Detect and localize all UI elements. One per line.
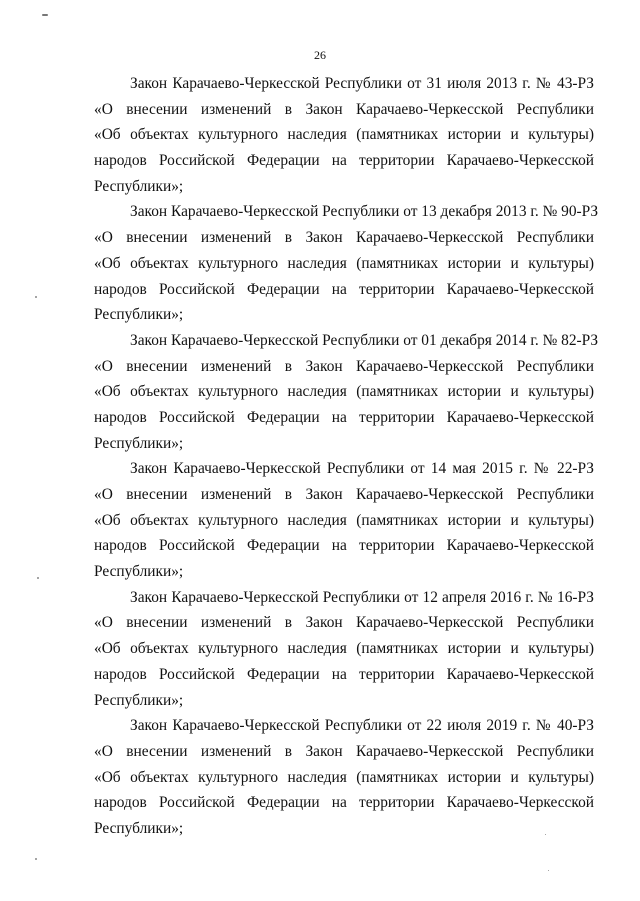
- entry-line: «Об объектах культурного наследия (памятниках истории и культуры): [94, 254, 594, 272]
- law-entry: [94, 713, 594, 841]
- entry-line: Республики»;: [94, 691, 184, 709]
- entry-line: «Об объектах культурного наследия (памятниках истории и культуры): [94, 126, 594, 144]
- entry-line: «О внесении изменений в Закон Карачаево-Черкесской Республики: [94, 742, 594, 760]
- entry-line: Закон Карачаево-Черкесской Республики от 22 июля 2019 г. № 40-РЗ: [130, 717, 594, 735]
- entry-line: народов Российской Федерации на территории Карачаево-Черкесской: [94, 665, 594, 683]
- entry-line: «О внесении изменений в Закон Карачаево-Черкесской Республики: [94, 357, 594, 375]
- scan-mark: [37, 577, 39, 579]
- law-list: [94, 71, 599, 842]
- page-number: 26: [314, 48, 326, 62]
- entry-line: народов Российской Федерации на территории Карачаево-Черкесской: [94, 537, 594, 555]
- law-entry: [94, 199, 599, 327]
- entry-line: народов Российской Федерации на территории Карачаево-Черкесской: [94, 280, 594, 298]
- entry-line: «Об объектах культурного наследия (памятниках истории и культуры): [94, 383, 594, 401]
- law-entry: [94, 328, 599, 456]
- entry-line: Республики»;: [94, 434, 184, 452]
- entry-line: «О внесении изменений в Закон Карачаево-Черкесской Республики: [94, 100, 594, 118]
- scan-mark: [35, 858, 37, 860]
- entry-line: народов Российской Федерации на территории Карачаево-Черкесской: [94, 152, 594, 170]
- law-entry: [94, 585, 594, 713]
- entry-line: Закон Карачаево-Черкесской Республики от 14 мая 2015 г. № 22-РЗ: [130, 460, 594, 478]
- entry-line: Закон Карачаево-Черкесской Республики от 12 апреля 2016 г. № 16-РЗ: [130, 588, 594, 606]
- law-entry: [94, 71, 594, 199]
- entry-line: «Об объектах культурного наследия (памятниках истории и культуры): [94, 511, 594, 529]
- entry-line: Закон Карачаево-Черкесской Республики от 13 декабря 2013 г. № 90-РЗ: [130, 203, 599, 221]
- entry-line: Республики»;: [94, 177, 184, 195]
- entry-line: народов Российской Федерации на территории Карачаево-Черкесской: [94, 408, 594, 426]
- entry-line: Закон Карачаево-Черкесской Республики от 01 декабря 2014 г. № 82-РЗ: [130, 331, 599, 349]
- entry-line: «Об объектах культурного наследия (памятниках истории и культуры): [94, 640, 594, 658]
- scan-mark: [548, 870, 549, 871]
- entry-line: Республики»;: [94, 306, 184, 324]
- entry-line: Закон Карачаево-Черкесской Республики от 31 июля 2013 г. № 43-РЗ: [130, 75, 594, 92]
- scan-mark: [42, 14, 48, 16]
- scan-mark: [35, 296, 37, 298]
- entry-line: Республики»;: [94, 819, 184, 837]
- entry-line: народов Российской Федерации на территории Карачаево-Черкесской: [94, 794, 594, 812]
- entry-line: Республики»;: [94, 563, 184, 581]
- entry-line: «Об объектах культурного наследия (памятниках истории и культуры): [94, 768, 594, 786]
- entry-line: «О внесении изменений в Закон Карачаево-Черкесской Республики: [94, 614, 594, 632]
- entry-line: «О внесении изменений в Закон Карачаево-Черкесской Республики: [94, 486, 594, 503]
- entry-line: «О внесении изменений в Закон Карачаево-Черкесской Республики: [94, 229, 594, 247]
- law-entry: [94, 456, 594, 584]
